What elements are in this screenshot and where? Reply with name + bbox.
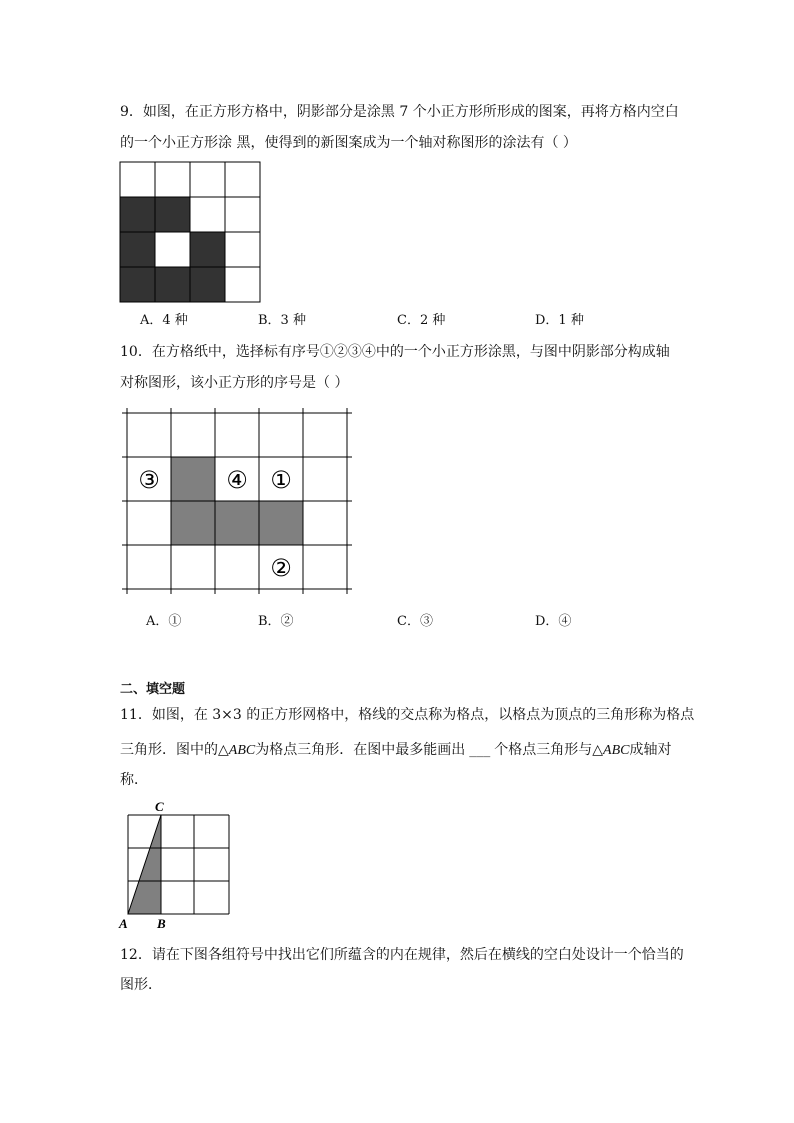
q11-text-line3: 称． — [120, 772, 148, 788]
q11-text-line2-a: 三角形．图中的△ — [120, 742, 229, 758]
grid-cell — [190, 162, 225, 197]
cell-number-label: ② — [270, 554, 292, 582]
shaded-cell — [120, 197, 155, 232]
q10-text-line1: 10．在方格纸中，选择标有序号①②③④中的一个小正方形涂黑，与图中阴影部分构成轴 — [120, 344, 670, 360]
q10-option-b: B．② — [258, 614, 294, 629]
q9-text-line1: 9．如图，在正方形方格中，阴影部分是涂黑 7 个小正方形所形成的图案，再将方格内空白 — [120, 104, 679, 120]
grid-cell — [155, 162, 190, 197]
shaded-cell — [190, 232, 225, 267]
q11-text-line1: 11．如图，在 3×3 的正方形网格中，格线的交点称为格点，以格点为顶点的三角形称为格点 — [120, 707, 695, 723]
q10-grid-figure — [122, 408, 354, 594]
shaded-cell — [120, 267, 155, 302]
grid-cell — [190, 197, 225, 232]
triangle-abc — [128, 815, 161, 914]
shaded-cell — [120, 232, 155, 267]
shaded-cell — [155, 267, 190, 302]
q10-option-d: D．④ — [535, 614, 572, 629]
q9-option-d: D．1 种 — [535, 313, 584, 328]
grid-cell — [225, 232, 260, 267]
q12-text-line2: 图形． — [120, 977, 162, 993]
q11-triangle-name: ABC — [228, 743, 256, 758]
cell-number-label: ④ — [226, 466, 248, 494]
q10-text-line2: 对称图形，该小正方形的序号是（ ） — [120, 375, 349, 391]
section-title-fill-in: 二、填空题 — [120, 682, 186, 697]
grid-cell — [120, 162, 155, 197]
shaded-cell — [215, 501, 259, 545]
grid-cell — [225, 267, 260, 302]
vertex-b-label: B — [157, 916, 166, 931]
q11-text-line2-b: 为格点三角形．在图中最多能画出 — [255, 742, 466, 758]
shaded-cell — [259, 501, 303, 545]
shaded-cell — [171, 457, 215, 501]
cell-number-label: ③ — [138, 466, 160, 494]
q9-option-a: A．4 种 — [140, 313, 188, 328]
q10-option-a: A．① — [146, 614, 182, 629]
q11-answer-blank[interactable]: ___ — [469, 742, 491, 758]
q9-option-c: C．2 种 — [397, 313, 446, 328]
q9-option-b: B．3 种 — [258, 313, 306, 328]
grid-cell — [225, 197, 260, 232]
cell-number-label: ① — [270, 466, 292, 494]
q9-grid-figure — [120, 162, 260, 302]
q11-text-line2 — [120, 740, 671, 761]
shaded-cell — [171, 501, 215, 545]
vertex-c-label: C — [155, 799, 164, 814]
grid-cell — [225, 162, 260, 197]
shaded-cell — [190, 267, 225, 302]
q11-text-line2-d: 成轴对 — [629, 742, 672, 758]
q12-text-line1: 12．请在下图各组符号中找出它们所蕴含的内在规律，然后在横线的空白处设计一个恰当的 — [120, 947, 684, 963]
q9-text-line2: 的一个小正方形涂 黑，使得到的新图案成为一个轴对称图形的涂法有（ ） — [120, 135, 577, 151]
q11-triangle-figure — [114, 798, 244, 933]
q11-text-line2-c: 个格点三角形与△ — [494, 742, 604, 758]
grid-cell — [155, 232, 190, 267]
shaded-cell — [155, 197, 190, 232]
q10-option-c: C．③ — [397, 614, 433, 629]
vertex-a-label: A — [119, 916, 128, 931]
q11-triangle-name-2: ABC — [603, 743, 630, 758]
